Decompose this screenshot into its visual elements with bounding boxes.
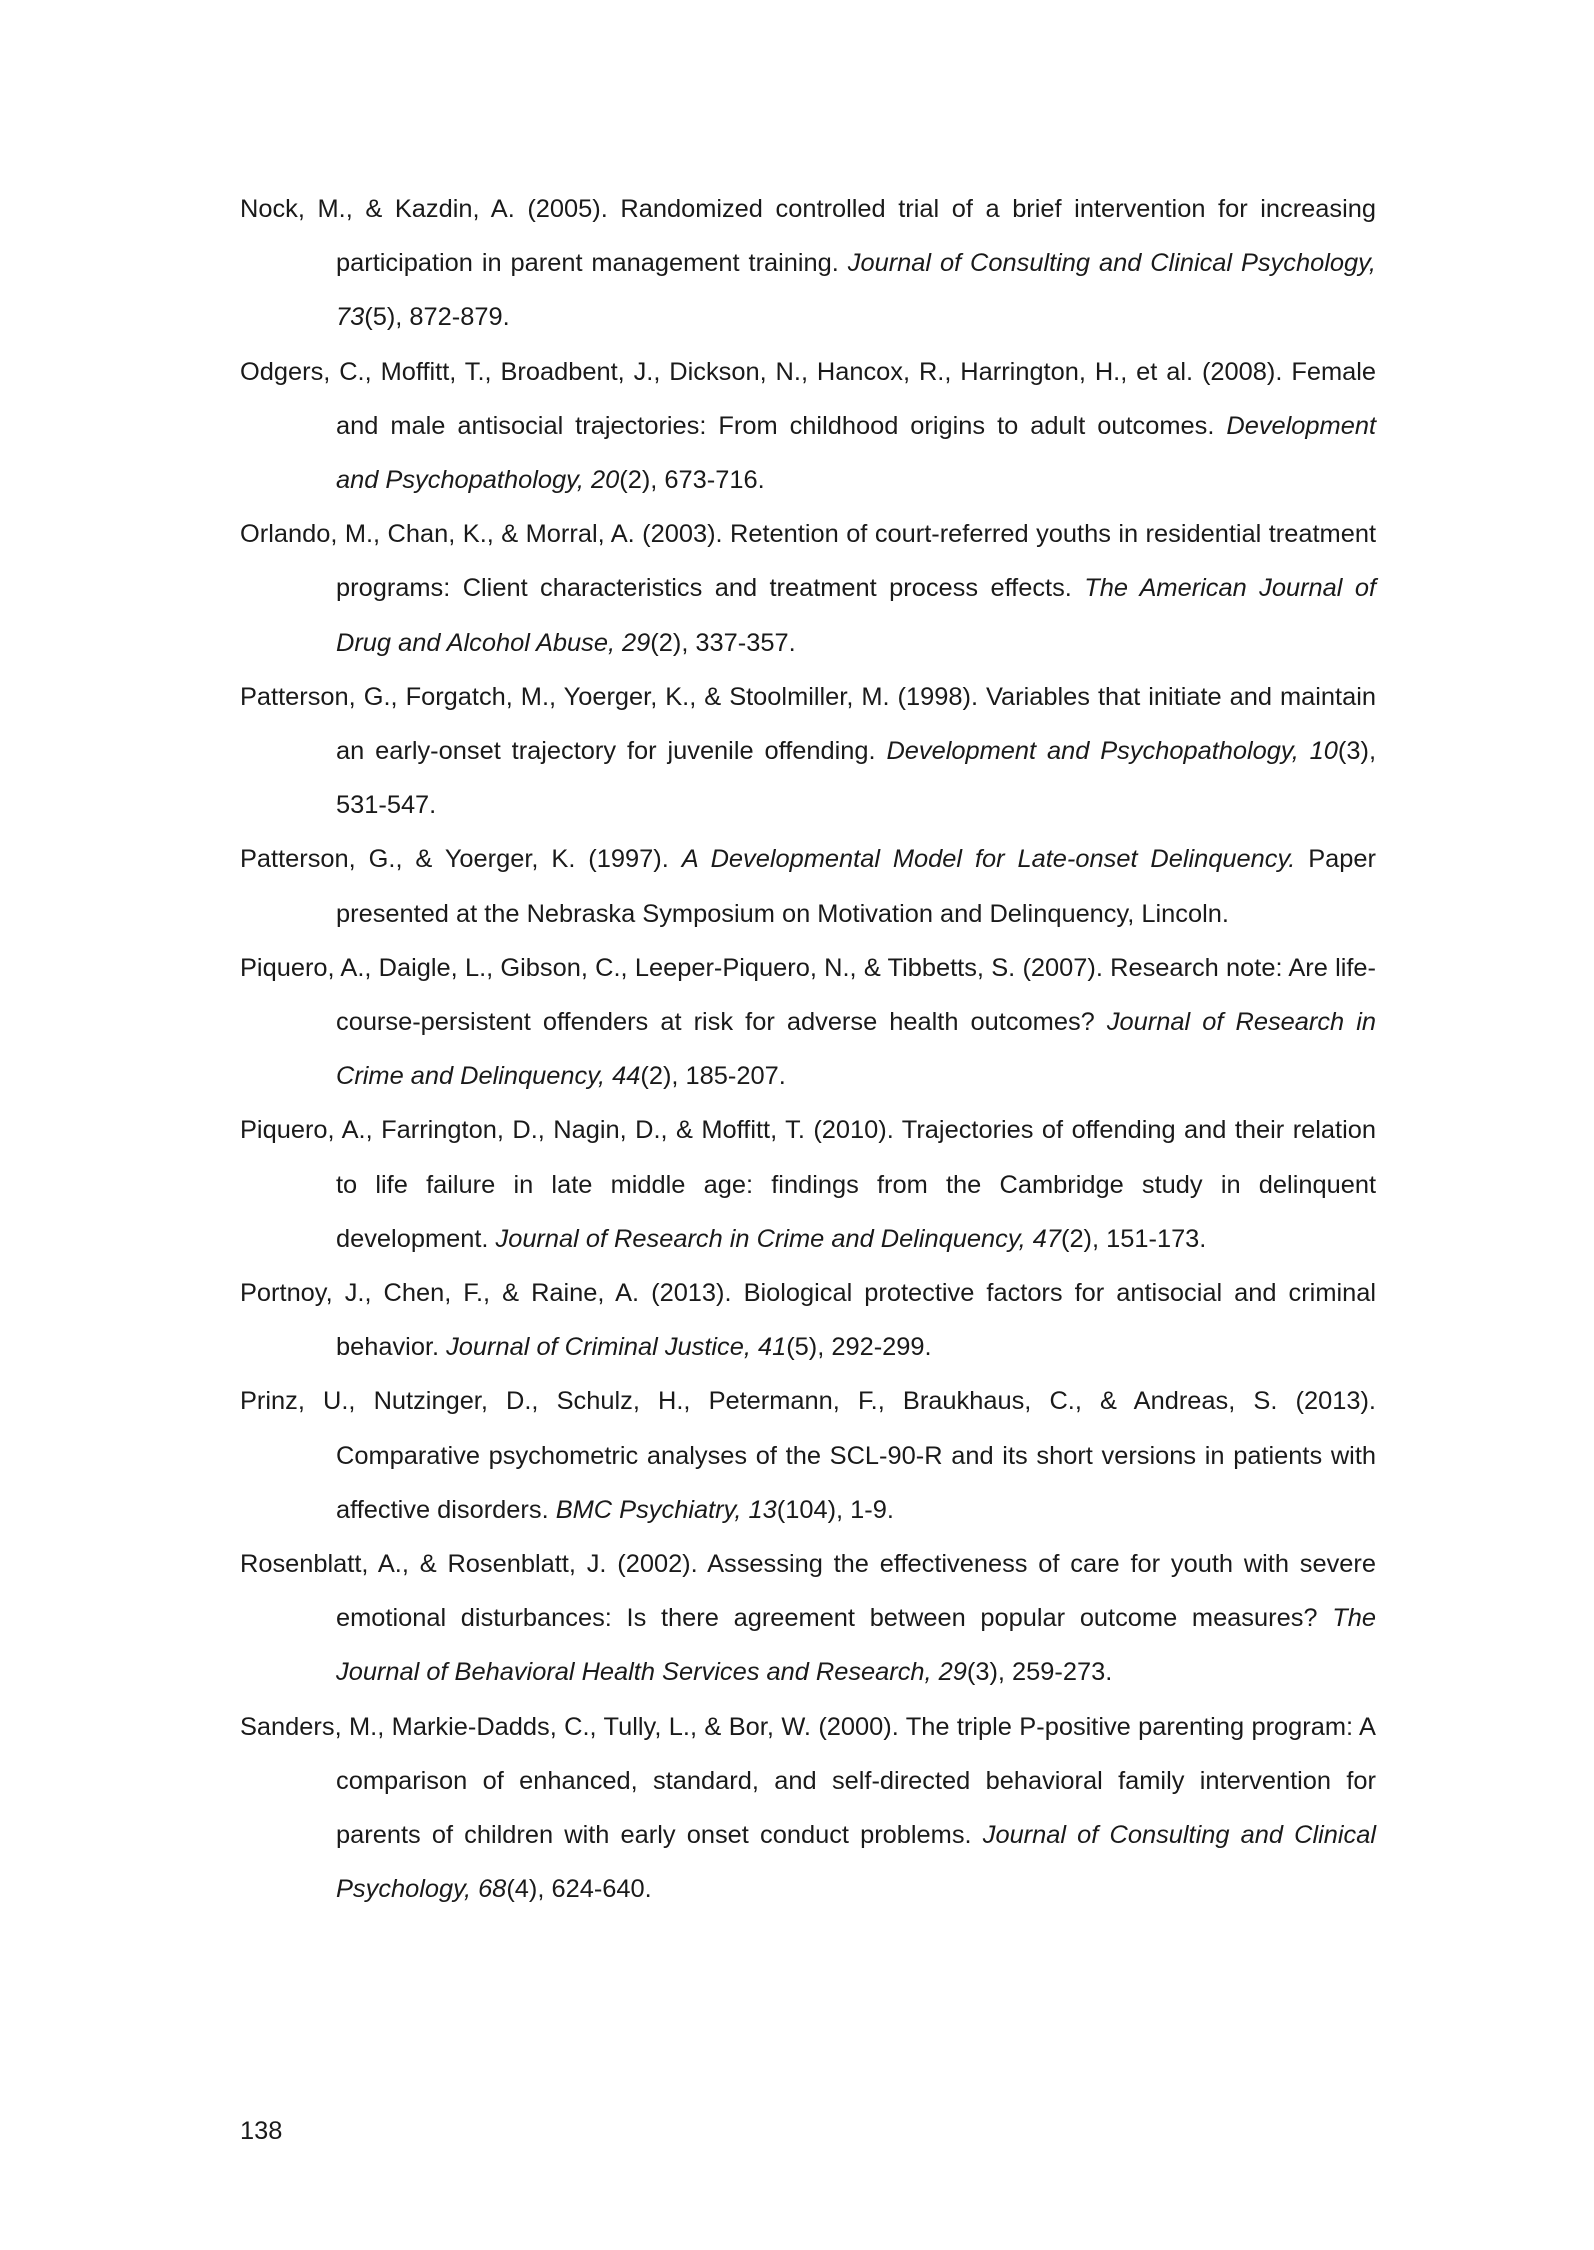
reference-entry-portnoy-2013 — [240, 1266, 1376, 1374]
reference-entry-rosenblatt-2002 — [240, 1537, 1376, 1700]
reference-volume-pages: (5), 292-299. — [786, 1333, 932, 1362]
reference-volume-pages: (3), 531-547. — [336, 737, 1376, 820]
reference-journal: BMC Psychiatry, 13 — [555, 1495, 777, 1524]
reference-volume-pages: (2), 337-357. — [650, 628, 796, 657]
reference-volume-pages: (3), 259-273. — [966, 1658, 1113, 1687]
reference-entry-orlando-2003 — [240, 507, 1376, 670]
reference-text: Prinz, U., Nutzinger, D., Schulz, H., Petermann, F., Braukhaus, C., & Andreas, S. (2013). Comparative psychometric analyses of the SCL-90-R and its short versions in patients with affective disorders. — [240, 1387, 1376, 1524]
reference-venue: Paper presented at the Nebraska Symposium on Motivation and Delinquency, Lincoln. — [336, 845, 1377, 928]
reference-text: Orlando, M., Chan, K., & Morral, A. (2003). Retention of court-referred youths in residential treatment programs: Client characteristics and treatment process effects. — [240, 520, 1376, 603]
reference-journal: The American Journal of Drug and Alcohol Abuse, 29 — [336, 574, 1376, 657]
page-number: 138 — [240, 2117, 283, 2145]
reference-volume-pages: (2), 185-207. — [640, 1062, 786, 1091]
reference-journal: The Journal of Behavioral Health Services and Research, 29 — [336, 1604, 1376, 1687]
reference-volume-pages: (4), 624-640. — [506, 1875, 652, 1904]
reference-text: Rosenblatt, A., & Rosenblatt, J. (2002). Assessing the effectiveness of care for youth with severe emotional disturbances: Is there agreement between popular outcome measures? — [240, 1550, 1376, 1633]
reference-entry-piquero-2007 — [240, 941, 1376, 1104]
reference-title: A Developmental Model for Late-onset Delinquency. — [681, 845, 1296, 874]
reference-journal: Journal of Research in Crime and Delinquency, 44 — [336, 1008, 1377, 1091]
reference-entry-odgers-2008 — [240, 345, 1376, 508]
reference-journal: Journal of Consulting and Clinical Psychology, 68 — [336, 1821, 1376, 1904]
reference-journal: Journal of Criminal Justice, 41 — [446, 1333, 787, 1362]
reference-volume-pages: (104), 1-9. — [776, 1495, 894, 1524]
reference-entry-piquero-2010 — [240, 1103, 1376, 1266]
reference-entry-patterson-1998 — [240, 670, 1376, 833]
reference-journal: Development and Psychopathology, 20 — [336, 411, 1376, 495]
reference-entry-nock-2005 — [240, 182, 1376, 345]
reference-entry-patterson-1997 — [240, 832, 1376, 940]
reference-list — [240, 182, 1376, 1917]
reference-text: Piquero, A., Daigle, L., Gibson, C., Leeper-Piquero, N., & Tibbetts, S. (2007). Research note: Are life-course-persistent offenders at risk for adverse health outcomes? — [240, 953, 1376, 1037]
reference-entry-sanders-2000 — [240, 1700, 1376, 1917]
reference-text: Patterson, G., Forgatch, M., Yoerger, K., & Stoolmiller, M. (1998). Variables that initiate and maintain an early-onset trajectory for juvenile offending. — [240, 682, 1376, 766]
reference-volume-pages: (5), 872-879. — [364, 303, 510, 332]
reference-text: Portnoy, J., Chen, F., & Raine, A. (2013). Biological protective factors for antisocial and criminal behavior. — [240, 1279, 1376, 1362]
reference-journal: Development and Psychopathology, 10 — [886, 737, 1338, 766]
reference-journal: Journal of Consulting and Clinical Psychology, 73 — [336, 249, 1376, 332]
reference-text: Patterson, G., & Yoerger, K. (1997). — [240, 845, 682, 874]
reference-text: Odgers, C., Moffitt, T., Broadbent, J., Dickson, N., Hancox, R., Harrington, H., et al. (2008). Female and male antisocial trajectories: From childhood origins to adult outcomes. — [240, 357, 1376, 440]
reference-volume-pages: (2), 673-716. — [619, 466, 765, 495]
reference-text: Nock, M., & Kazdin, A. (2005). Randomized controlled trial of a brief intervention for increasing participation in parent management training. — [240, 195, 1376, 278]
reference-journal: Journal of Research in Crime and Delinquency, 47 — [495, 1224, 1061, 1253]
reference-text: Piquero, A., Farrington, D., Nagin, D., & Moffitt, T. (2010). Trajectories of offending and their relation to life failure in late middle age: findings from the Cambridge study in delinquent development. — [240, 1116, 1376, 1253]
reference-volume-pages: (2), 151-173. — [1060, 1224, 1207, 1253]
reference-entry-prinz-2013 — [240, 1374, 1376, 1537]
reference-text: Sanders, M., Markie-Dadds, C., Tully, L., & Bor, W. (2000). The triple P-positive parenting program: A comparison of enhanced, standard, and self-directed behavioral family intervention for parents of children with early onset conduct problems. — [240, 1712, 1376, 1850]
